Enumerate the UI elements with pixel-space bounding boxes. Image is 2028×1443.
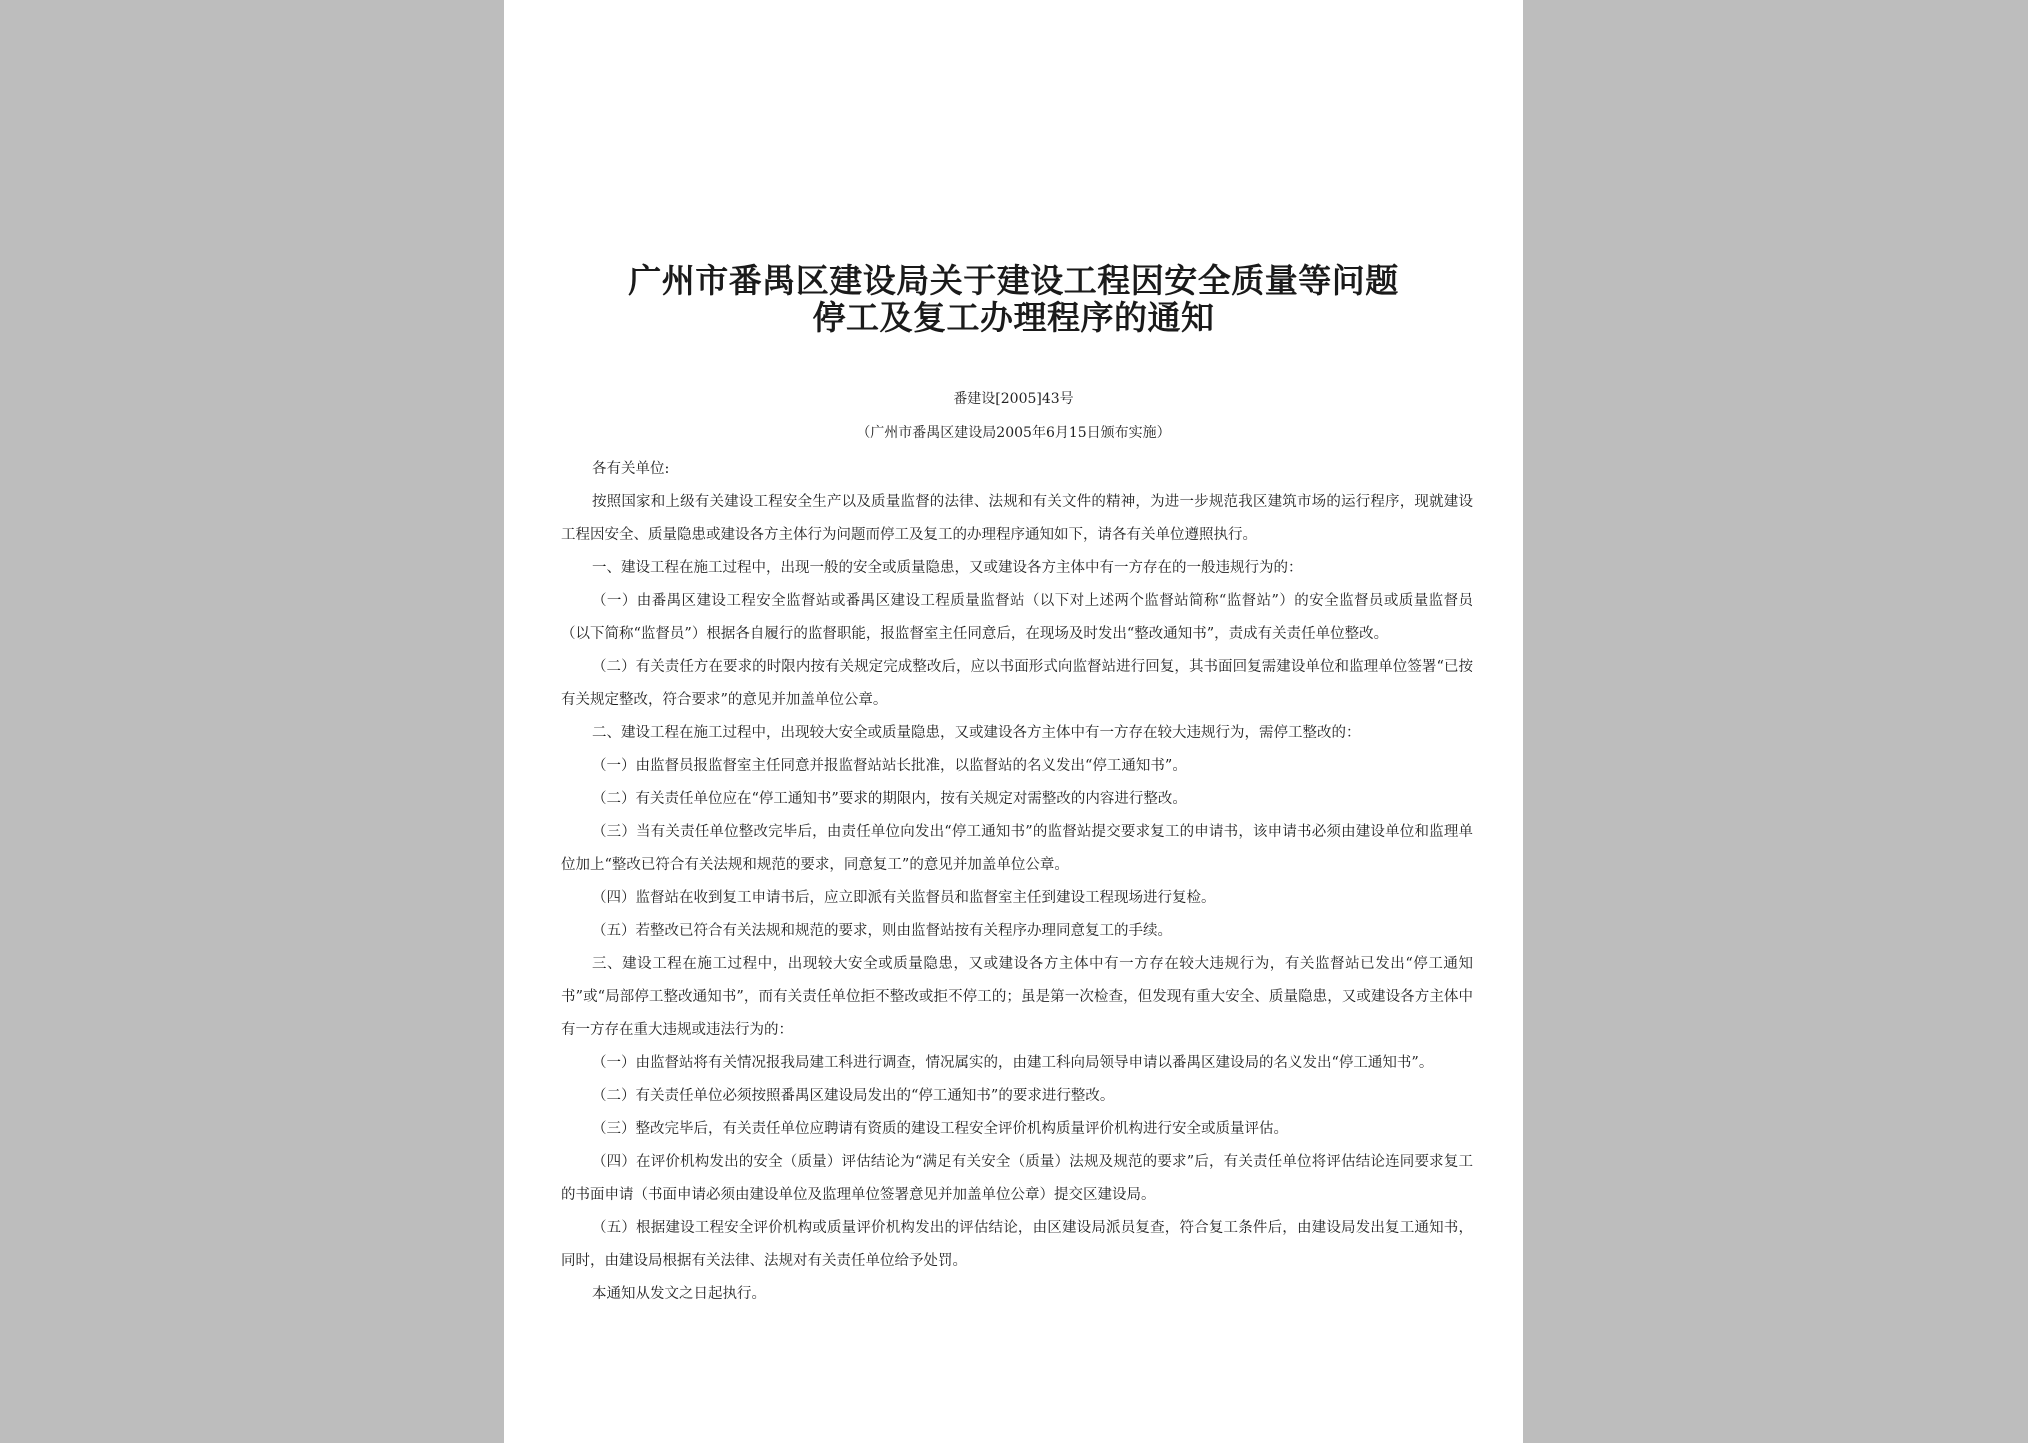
document-number: 番建设[2005]43号 bbox=[953, 391, 1074, 407]
section-2-heading: 二、建设工程在施工过程中，出现较大安全或质量隐患，又或建设各方主体中有一方存在较大违规行为，需停工整改的： bbox=[592, 725, 1361, 741]
section-3-heading: 三、建设工程在施工过程中，出现较大安全或质量隐患，又或建设各方主体中有一方存在较大违规行为，有关监督站已发出“停工通知书”或“局部停工整改通知书”，而有关责任单位拒不整改或拒不停工的；虽是第一次检查，但发现有重大安全、质量隐患，又或建设各方主体中有一方存在重大违规或违法行为的： bbox=[561, 956, 1473, 1038]
closing-paragraph: 本通知从发文之日起执行。 bbox=[592, 1286, 766, 1302]
section-1-item-1: （一）由番禺区建设工程安全监督站或番禺区建设工程质量监督站（以下对上述两个监督站简称“监督站”）的安全监督员或质量监督员（以下简称“监督员”）根据各自履行的监督职能，报监督室主任同意后，在现场及时发出“整改通知书”，责成有关责任单位整改。 bbox=[561, 593, 1473, 642]
section-3-item-1: （一）由监督站将有关情况报我局建工科进行调查，情况属实的，由建工科向局领导申请以番禺区建设局的名义发出“停工通知书”。 bbox=[592, 1055, 1434, 1071]
issue-note: （广州市番禺区建设局2005年6月15日颁布实施） bbox=[856, 425, 1171, 441]
document-title-line-2: 停工及复工办理程序的通知 bbox=[812, 298, 1215, 337]
document-page bbox=[504, 0, 1523, 1443]
document-body bbox=[561, 453, 1473, 1311]
section-2-item-1: （一）由监督员报监督室主任同意并报监督站站长批准，以监督站的名义发出“停工通知书”。 bbox=[592, 758, 1187, 774]
section-1-heading: 一、建设工程在施工过程中，出现一般的安全或质量隐患，又或建设各方主体中有一方存在的一般违规行为的： bbox=[592, 560, 1303, 576]
section-2-item-5: （五）若整改已符合有关法规和规范的要求，则由监督站按有关程序办理同意复工的手续。 bbox=[592, 923, 1172, 939]
section-2-item-2: （二）有关责任单位应在“停工通知书”要求的期限内，按有关规定对需整改的内容进行整改。 bbox=[592, 791, 1187, 807]
section-2-item-4: （四）监督站在收到复工申请书后，应立即派有关监督员和监督室主任到建设工程现场进行复检。 bbox=[592, 890, 1216, 906]
document-title-line-1: 广州市番禺区建设局关于建设工程因安全质量等问题 bbox=[628, 261, 1399, 300]
section-2-item-3: （三）当有关责任单位整改完毕后，由责任单位向发出“停工通知书”的监督站提交要求复工的申请书，该申请书必须由建设单位和监理单位加上“整改已符合有关法规和规范的要求，同意复工”的意见并加盖单位公章。 bbox=[561, 824, 1473, 873]
section-3-item-4: （四）在评价机构发出的安全（质量）评估结论为“满足有关安全（质量）法规及规范的要求”后，有关责任单位将评估结论连同要求复工的书面申请（书面申请必须由建设单位及监理单位签署意见并加盖单位公章）提交区建设局。 bbox=[561, 1154, 1473, 1203]
intro-paragraph: 按照国家和上级有关建设工程安全生产以及质量监督的法律、法规和有关文件的精神，为进一步规范我区建筑市场的运行程序，现就建设工程因安全、质量隐患或建设各方主体行为问题而停工及复工的办理程序通知如下，请各有关单位遵照执行。 bbox=[561, 494, 1473, 543]
salutation: 各有关单位: bbox=[592, 461, 670, 477]
section-3-item-5: （五）根据建设工程安全评价机构或质量评价机构发出的评估结论，由区建设局派员复查，符合复工条件后，由建设局发出复工通知书，同时，由建设局根据有关法律、法规对有关责任单位给予处罚。 bbox=[561, 1220, 1473, 1269]
section-3-item-3: （三）整改完毕后，有关责任单位应聘请有资质的建设工程安全评价机构质量评价机构进行安全或质量评估。 bbox=[592, 1121, 1288, 1137]
section-3-item-2: （二）有关责任单位必须按照番禺区建设局发出的“停工通知书”的要求进行整改。 bbox=[592, 1088, 1115, 1104]
section-1-item-2: （二）有关责任方在要求的时限内按有关规定完成整改后，应以书面形式向监督站进行回复，其书面回复需建设单位和监理单位签署“已按有关规定整改，符合要求”的意见并加盖单位公章。 bbox=[561, 659, 1473, 708]
